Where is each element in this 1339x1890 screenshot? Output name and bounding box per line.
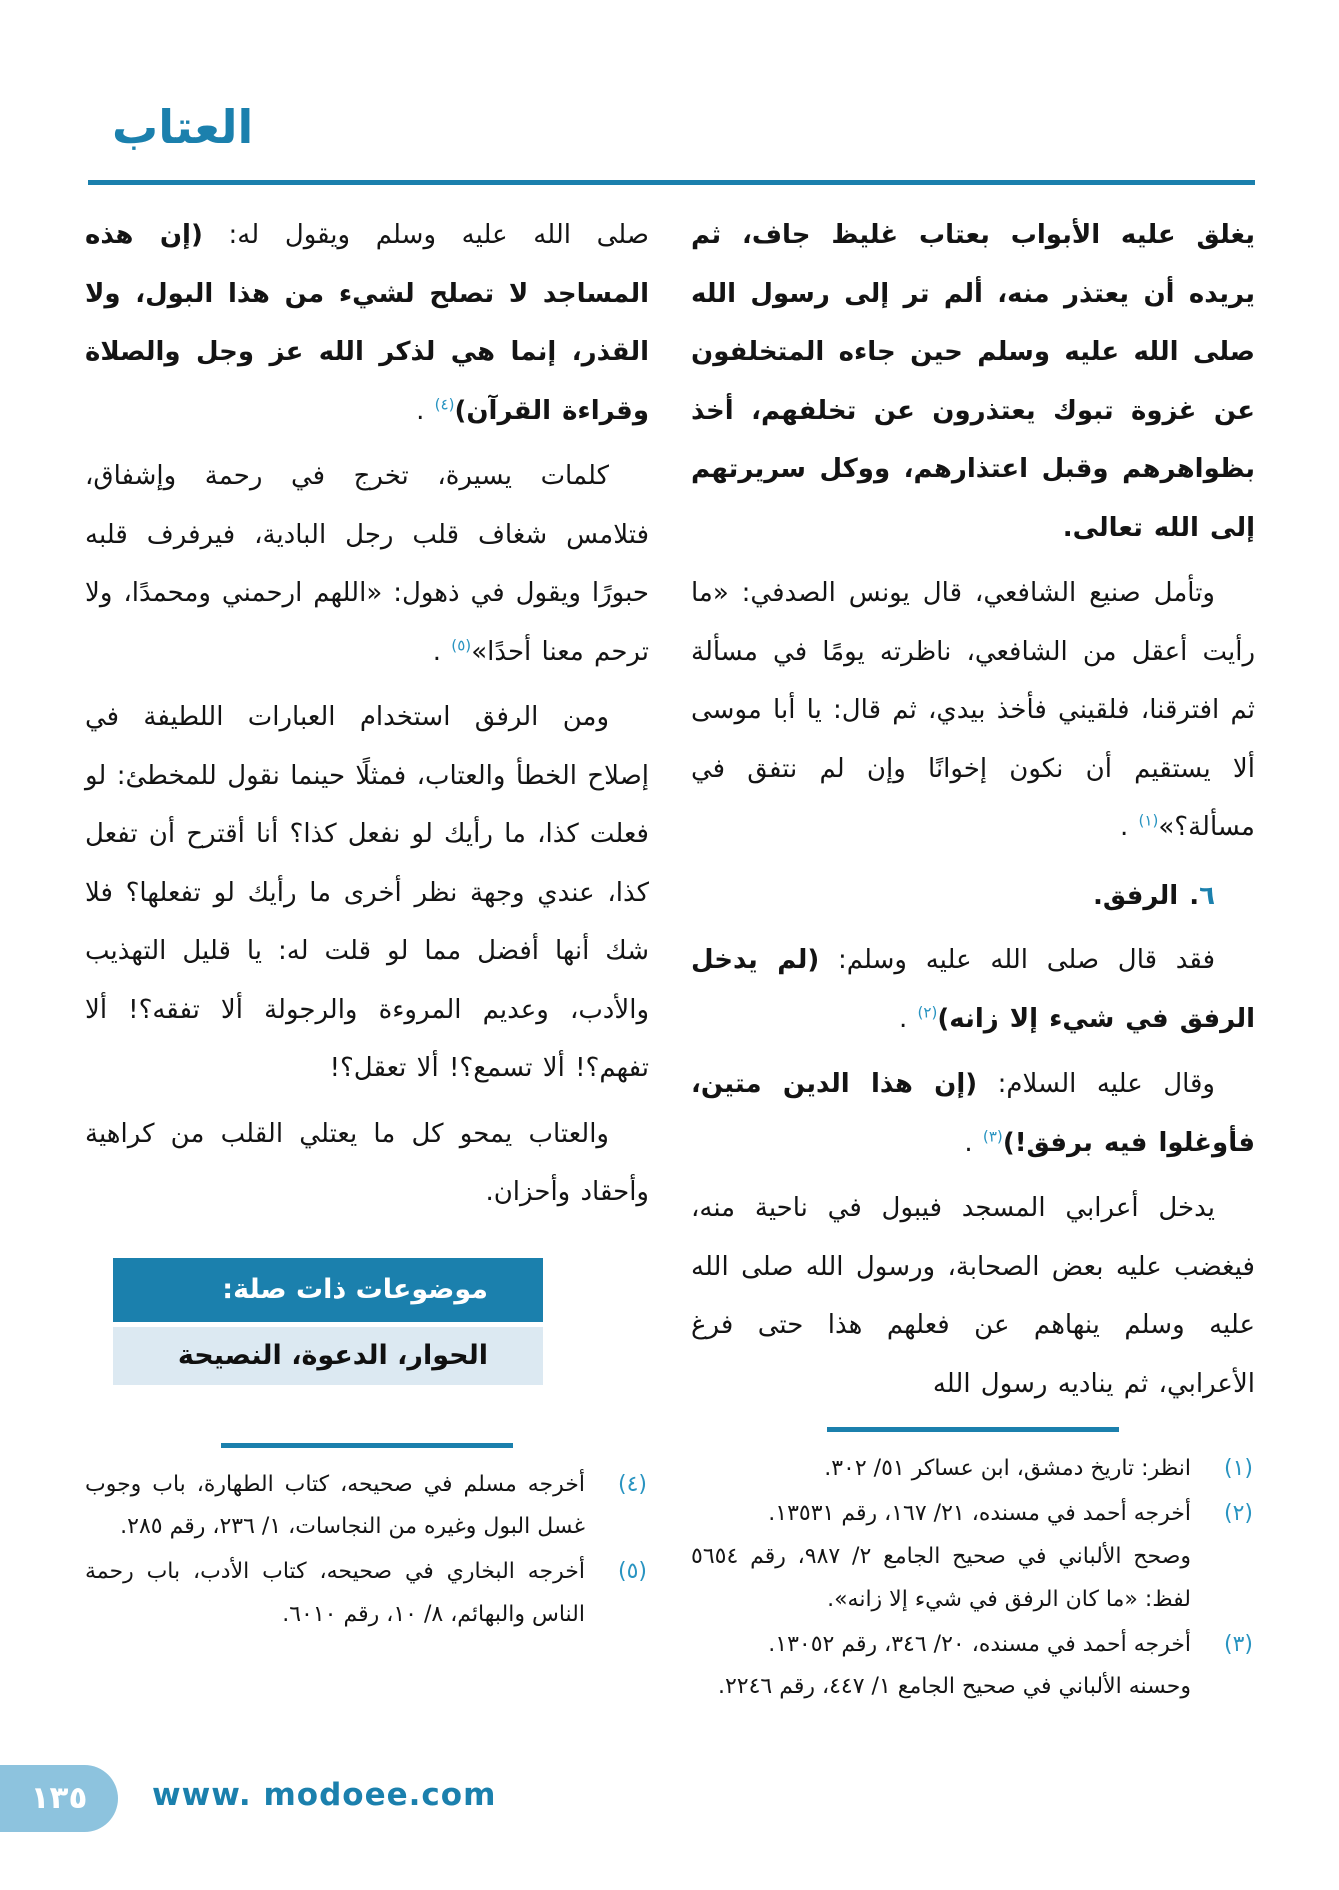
footnote-text: أخرجه أحمد في مسنده، ٢٠/ ٣٤٦، رقم ١٣٠٥٢.: [768, 1631, 1191, 1657]
footnote-marker: (٣): [1223, 1631, 1253, 1657]
footnote-text: أخرجه البخاري في صحيحه، كتاب الأدب، باب رحمة الناس والبهائم، ٨/ ١٠، رقم ٦٠١٠.: [85, 1559, 585, 1628]
text-segment: وقال عليه السلام:: [977, 1069, 1215, 1099]
left-column-footnotes: [85, 1443, 649, 1638]
text-segment: وتأمل صنيع الشافعي، قال يونس الصدفي: «ما رأيت أعقل من الشافعي، ناظرته يومًا في مسألة ثم افترقنا، فلقيني فأخذ بيدي، ثم قال: يا أبا موسى ألا يستقيم أن نكون إخوانًا وإن لم نتفق في مسألة؟»: [691, 578, 1255, 842]
body-paragraph: [85, 1105, 649, 1222]
text-segment: صلى الله عليه وسلم ويقول له:: [202, 220, 649, 250]
related-topics-title: موضوعات ذات صلة:: [222, 1273, 488, 1305]
text-segment: .: [1119, 812, 1139, 842]
footnote-text: أخرجه مسلم في صحيحه، كتاب الطهارة، باب وجوب غسل البول وغيره من النجاسات، ١/ ٢٣٦، رقم ٢٨٥.: [85, 1471, 585, 1540]
body-paragraph: [691, 1055, 1255, 1172]
body-paragraph: [691, 1179, 1255, 1413]
footnote-text: وصحح الألباني في صحيح الجامع ٢/ ٩٨٧، رقم ٥٦٥٤ لفظ: «ما كان الرفق في شيء إلا زانه».: [691, 1543, 1192, 1612]
body-paragraph: [691, 206, 1255, 557]
footnote-reference: (٢): [917, 1002, 938, 1021]
related-topics-list: الحوار، الدعوة، النصيحة: [177, 1339, 488, 1371]
text-segment: ٦: [1199, 880, 1215, 911]
footnote-reference: (٣): [982, 1126, 1003, 1145]
page-number: ١٣٥: [30, 1780, 88, 1816]
footnote-text: انظر: تاريخ دمشق، ابن عساكر ٥١/ ٣٠٢.: [824, 1456, 1191, 1481]
text-segment: (إن هذه المساجد لا تصلح لشيء من هذا البول، ولا القذر، إنما هي لذكر الله عز وجل والصلاة وقراءة القرآن): [85, 220, 649, 426]
website-link[interactable]: www. modoee.com: [152, 1777, 497, 1813]
text-segment: فقد قال صلى الله عليه وسلم:: [819, 945, 1215, 975]
footnote-item: [85, 1551, 649, 1637]
footnote-separator: [827, 1427, 1119, 1432]
related-topics-row: [113, 1327, 543, 1385]
footnote-reference: (٥): [451, 635, 472, 654]
footnote-marker: (٥): [617, 1559, 647, 1585]
footnote-item: [691, 1448, 1255, 1491]
text-segment: يغلق عليه الأبواب بعتاب غليظ جاف، ثم يريده أن يعتذر منه، ألم تر إلى رسول الله صلى الله عليه وسلم حين جاءه المتخلفون عن غزوة تبوك يعتذرون عن تخلفهم، أخذ بظواهرهم وقبل اعتذارهم، ووكل سريرتهم إلى الله تعالى.: [691, 220, 1255, 543]
footnote-reference: (١): [1138, 811, 1159, 830]
related-topics-box: [113, 1258, 543, 1385]
footnote-text: وحسنه الألباني في صحيح الجامع ١/ ٤٤٧، رقم ٢٢٤٦.: [717, 1674, 1191, 1700]
title-rule: [88, 180, 1255, 185]
column-right: [691, 206, 1255, 1711]
footnote-text: أخرجه أحمد في مسنده، ٢١/ ١٦٧، رقم ١٣٥٣١.: [768, 1500, 1191, 1526]
text-segment: (لم يدخل الرفق في شيء إلا زانه): [691, 945, 1255, 1034]
text-segment: .: [416, 395, 435, 426]
text-segment: والعتاب يمحو كل ما يعتلي القلب من كراهية وأحقاد وأحزان.: [85, 1118, 649, 1207]
body-paragraph: [85, 206, 649, 440]
footnote-item: [691, 1493, 1255, 1622]
body-paragraph: [85, 688, 649, 1098]
text-segment: يدخل أعرابي المسجد فيبول في ناحية منه، فيغضب عليه بعض الصحابة، ورسول الله صلى الله عليه وسلم ينهاهم عن فعلهم هذا حتى فرغ الأعرابي، ثم يناديه رسول الله: [691, 1193, 1255, 1399]
body-paragraph: [691, 564, 1255, 857]
column-left: [85, 206, 649, 1711]
text-segment: . الرفق.: [1093, 880, 1200, 911]
page-number-badge: [0, 1765, 118, 1832]
footnote-item: [691, 1624, 1255, 1710]
footnote-item: [85, 1464, 649, 1550]
body-paragraph: [85, 447, 649, 681]
content-columns: [84, 206, 1255, 1711]
footnote-reference: (٤): [434, 394, 455, 413]
text-segment: .: [432, 636, 452, 667]
body-paragraph: [691, 931, 1255, 1048]
text-segment: (إن هذا الدين متين، فأوغلوا فيه برفق!): [691, 1069, 1255, 1158]
text-segment: ومن الرفق استخدام العبارات اللطيفة في إصلاح الخطأ والعتاب، فمثلًا حينما نقول للمخطئ: لو فعلت كذا، ما رأيك لو نفعل كذا؟ أنا أقترح أن تفعل كذا، عندي وجهة نظر أخرى ما رأيك لو تفعلها؟ فلا شك أنها أفضل مما لو قلت له: يا قليل التهذيب والأدب، وعديم المروءة والرجولة ألا تفقه؟! ألا تفهم؟! ألا تسمع؟! ألا تعقل؟!: [85, 702, 649, 1083]
footnote-marker: (١): [1223, 1456, 1253, 1481]
left-column-paragraphs: [85, 206, 649, 1222]
footnote-marker: (٤): [617, 1471, 647, 1497]
footnote-marker: (٢): [1223, 1500, 1253, 1526]
page-title: العتاب: [112, 100, 254, 154]
right-column-footnotes: [691, 1427, 1255, 1709]
footnote-separator: [221, 1443, 513, 1448]
text-segment: .: [899, 1003, 918, 1034]
text-segment: .: [964, 1127, 983, 1158]
section-heading: [691, 867, 1255, 926]
related-topics-header: [113, 1258, 543, 1322]
text-segment: كلمات يسيرة، تخرج في رحمة وإشفاق، فتلامس شغاف قلب رجل البادية، فيرفرف قلبه حبورًا ويقول في ذهول: «اللهم ارحمني ومحمدًا، ولا ترحم معنا أحدًا»: [85, 461, 649, 667]
right-column-paragraphs: [691, 206, 1255, 1413]
